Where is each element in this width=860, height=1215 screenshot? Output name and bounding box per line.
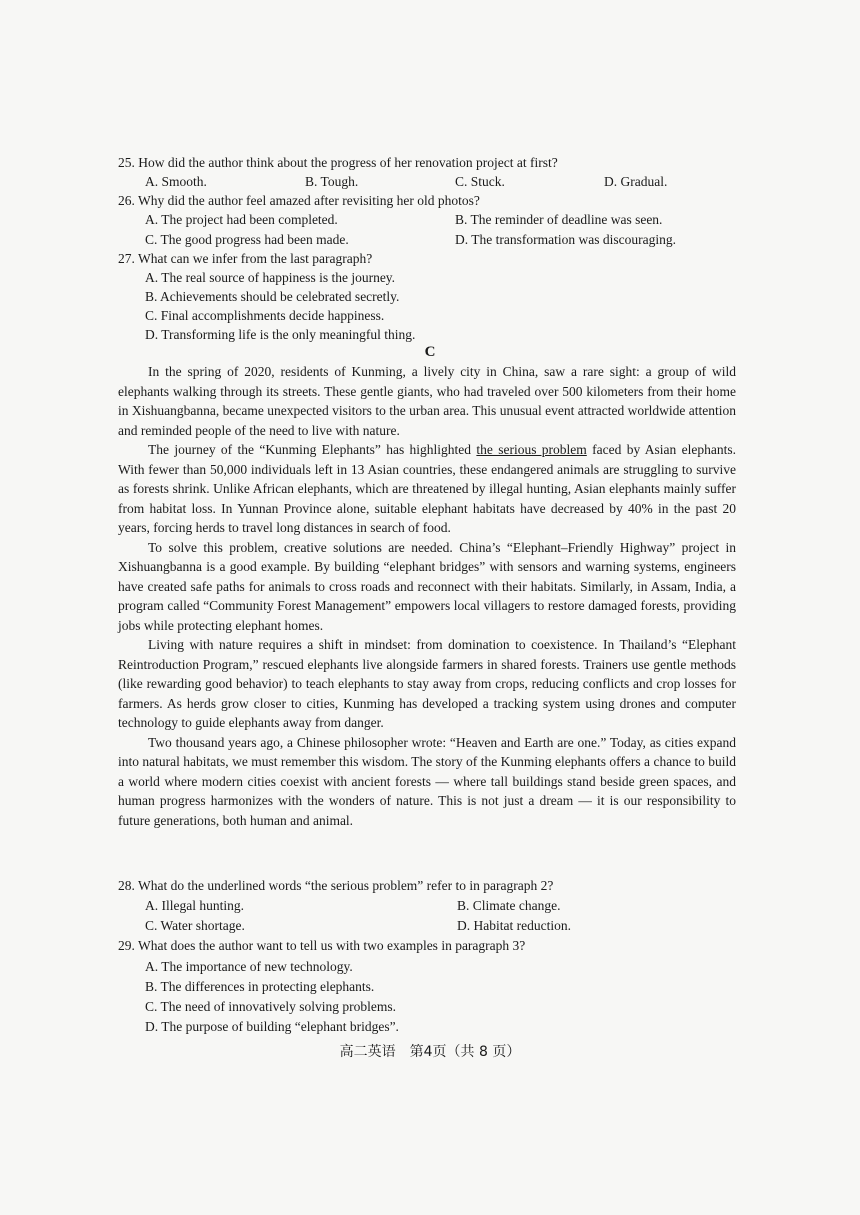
- section-c-heading: C: [424, 344, 436, 360]
- question-27-stem: 27. What can we infer from the last paragraph?: [118, 251, 373, 266]
- question-25-option-c: C. Stuck.: [455, 174, 505, 189]
- question-27-option-a: A. The real source of happiness is the journey.: [145, 270, 396, 285]
- passage-paragraph-1: In the spring of 2020, residents of Kunming, a lively city in China, saw a rare sight: a group of wild elephants walking through its streets. These gentle giants, who had traveled over 500 kilometers from their home in Xishuangbanna, became unexpected visitors to the urban area. This unusual event attracted worldwide attention and reminded people of the need to live with nature.: [118, 364, 736, 438]
- paragraph-2-text-start: The journey of the “Kunming Elephants” has highlighted: [148, 442, 477, 457]
- passage-paragraph-4: Living with nature requires a shift in mindset: from domination to coexistence. In Thailand’s “Elephant Reintroduction Program,” rescued elephants live alongside farmers in shared forests. Trainers use gentle methods (like rewarding good behavior) to teach elephants to stay away from crops, reducing conflicts and crop losses for farmers. As herds grow closer to cities, Kunming has developed a tracking system using drones and computer technology to guide elephants away from danger.: [118, 637, 736, 730]
- question-25-option-d: D. Gradual.: [604, 174, 668, 189]
- question-26-option-c: C. The good progress had been made.: [145, 232, 349, 247]
- question-27-option-b: B. Achievements should be celebrated secretly.: [145, 289, 400, 304]
- question-28-option-a: A. Illegal hunting.: [145, 898, 244, 913]
- question-29-stem: 29. What does the author want to tell us with two examples in paragraph 3?: [118, 938, 526, 953]
- question-25-option-a: A. Smooth.: [145, 174, 207, 189]
- question-29-option-c: C. The need of innovatively solving problems.: [145, 999, 396, 1014]
- question-29-option-a: A. The importance of new technology.: [145, 959, 353, 974]
- passage-paragraph-3: To solve this problem, creative solutions are needed. China’s “Elephant–Friendly Highway” project in Xishuangbanna is a good example. By building “elephant bridges” with sensors and warning systems, engineers have created safe paths for animals to cross roads and reconnect with their habitats. Similarly, in Assam, India, a program called “Community Forest Management” empowers local villagers to restore damaged forests, providing jobs while protecting elephant homes.: [118, 539, 736, 633]
- question-28-option-b: B. Climate change.: [457, 898, 561, 913]
- page-footer: 高二英语 第4页（共 8 页）: [339, 1044, 521, 1060]
- question-29-option-d: D. The purpose of building “elephant bridges”.: [145, 1019, 399, 1034]
- question-29-option-b: B. The differences in protecting elephants.: [145, 979, 375, 994]
- passage-c: [118, 362, 736, 830]
- question-27-option-d: D. Transforming life is the only meaningful thing.: [145, 327, 416, 342]
- question-28-option-d: D. Habitat reduction.: [457, 918, 571, 933]
- question-26-option-a: A. The project had been completed.: [145, 212, 338, 227]
- question-26-stem: 26. Why did the author feel amazed after revisiting her old photos?: [118, 193, 480, 208]
- question-25-stem: 25. How did the author think about the progress of her renovation project at first?: [118, 155, 558, 170]
- question-28-option-c: C. Water shortage.: [145, 918, 245, 933]
- paragraph-2-text-end: faced by Asian elephants. With fewer than 50,000 individuals left in 13 Asian countries, these endangered animals are struggling to survive as forests shrink. Unlike African elephants, which are threatened by illegal hunting, Asian elephants mainly suffer from habitat loss. In Yunnan Province alone, suitable elephant habitats have decreased by 40% in the past 20 years, forcing herds to travel long distances in search of food.: [118, 442, 736, 535]
- question-28-stem: 28. What do the underlined words “the serious problem” refer to in paragraph 2?: [118, 878, 554, 893]
- question-25-option-b: B. Tough.: [305, 174, 359, 189]
- underlined-phrase: the serious problem: [476, 442, 587, 457]
- question-26-option-b: B. The reminder of deadline was seen.: [455, 212, 663, 227]
- question-26-option-d: D. The transformation was discouraging.: [455, 232, 676, 247]
- question-27-option-c: C. Final accomplishments decide happiness.: [145, 308, 385, 323]
- passage-paragraph-2: [118, 440, 736, 538]
- passage-paragraph-5: Two thousand years ago, a Chinese philosopher wrote: “Heaven and Earth are one.” Today, as cities expand into natural habitats, we must remember this wisdom. The story of the Kunming elephants offers a chance to build a world where modern cities coexist with ancient forests — where tall buildings stand beside green spaces, and human progress harmonizes with the wonders of nature. This is not just a dream — it is our responsibility to future generations, both human and animal.: [118, 734, 736, 828]
